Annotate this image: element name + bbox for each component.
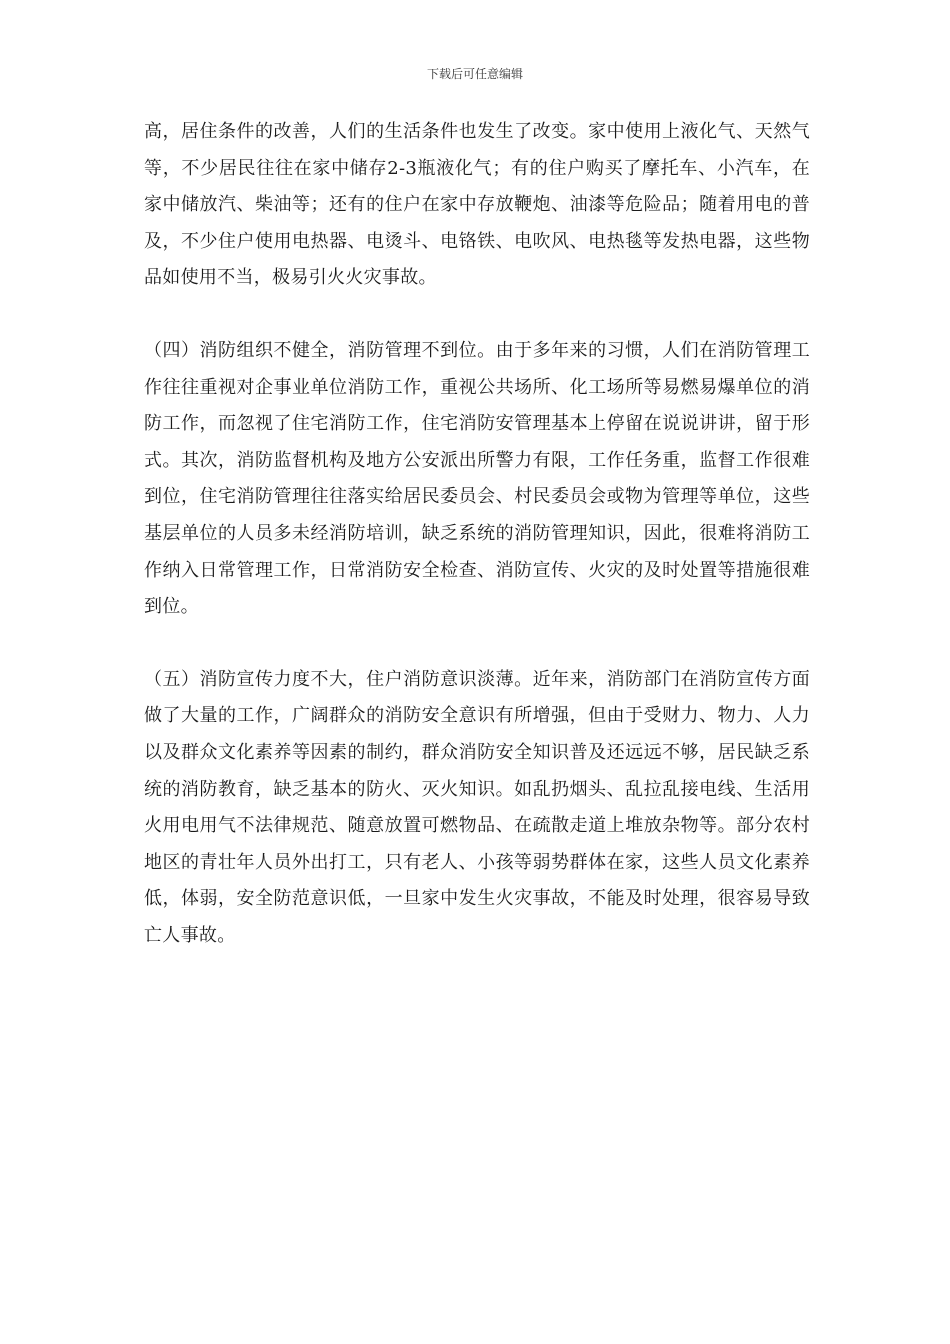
paragraph-section-four: （四）消防组织不健全，消防管理不到位。由于多年来的习惯，人们在消防管理工作往往重视对企事业单位消防工作，重视公共场所、化工场所等易燃易爆单位的消防工作，而忽视了住宅消防工作，住宅消防安管理基本上停留在说说讲讲，留于形式。其次，消防监督机构及地方公安派出所警力有限，工作任务重，监督工作很难到位，住宅消防管理往往落实给居民委员会、村民委员会或物为管理等单位，这些基层单位的人员多未经消防培训，缺乏系统的消防管理知识，因此，很难将消防工作纳入日常管理工作，日常消防安全检查、消防宣传、火灾的及时处置等措施很难到位。 [144, 339, 810, 618]
paragraph-section-five: （五）消防宣传力度不大，住户消防意识淡薄。近年来，消防部门在消防宣传方面做了大量的工作，广阔群众的消防安全意识有所增强，但由于受财力、物力、人力以及群众文化素养等因素的制约，群众消防安全知识普及还远远不够，居民缺乏系统的消防教育，缺乏基本的防火、灭火知识。如乱扔烟头、乱拉乱接电线、生活用火用电用气不法律规范、随意放置可燃物品、在疏散走道上堆放杂物等。部分农村地区的青壮年人员外出打工，只有老人、小孩等弱势群体在家，这些人员文化素养低，体弱，安全防范意识低，一旦家中发生火灾事故，不能及时处理，很容易导致亡人事故。 [144, 668, 810, 946]
paragraph-living-conditions: 高，居住条件的改善，人们的生活条件也发生了改变。家中使用上液化气、天然气等，不少居民往往在家中储存2-3瓶液化气；有的住户购买了摩托车、小汽车，在家中储放汽、柴油等；还有的住户在家中存放鞭炮、油漆等危险品；随着用电的普及，不少住户使用电热器、电烫斗、电铬铁、电吹风、电热毯等发热电器，这些物品如使用不当，极易引火火灾事故。 [144, 121, 810, 289]
document-body [144, 114, 810, 954]
page-header: 下载后可任意编辑 [426, 67, 523, 81]
